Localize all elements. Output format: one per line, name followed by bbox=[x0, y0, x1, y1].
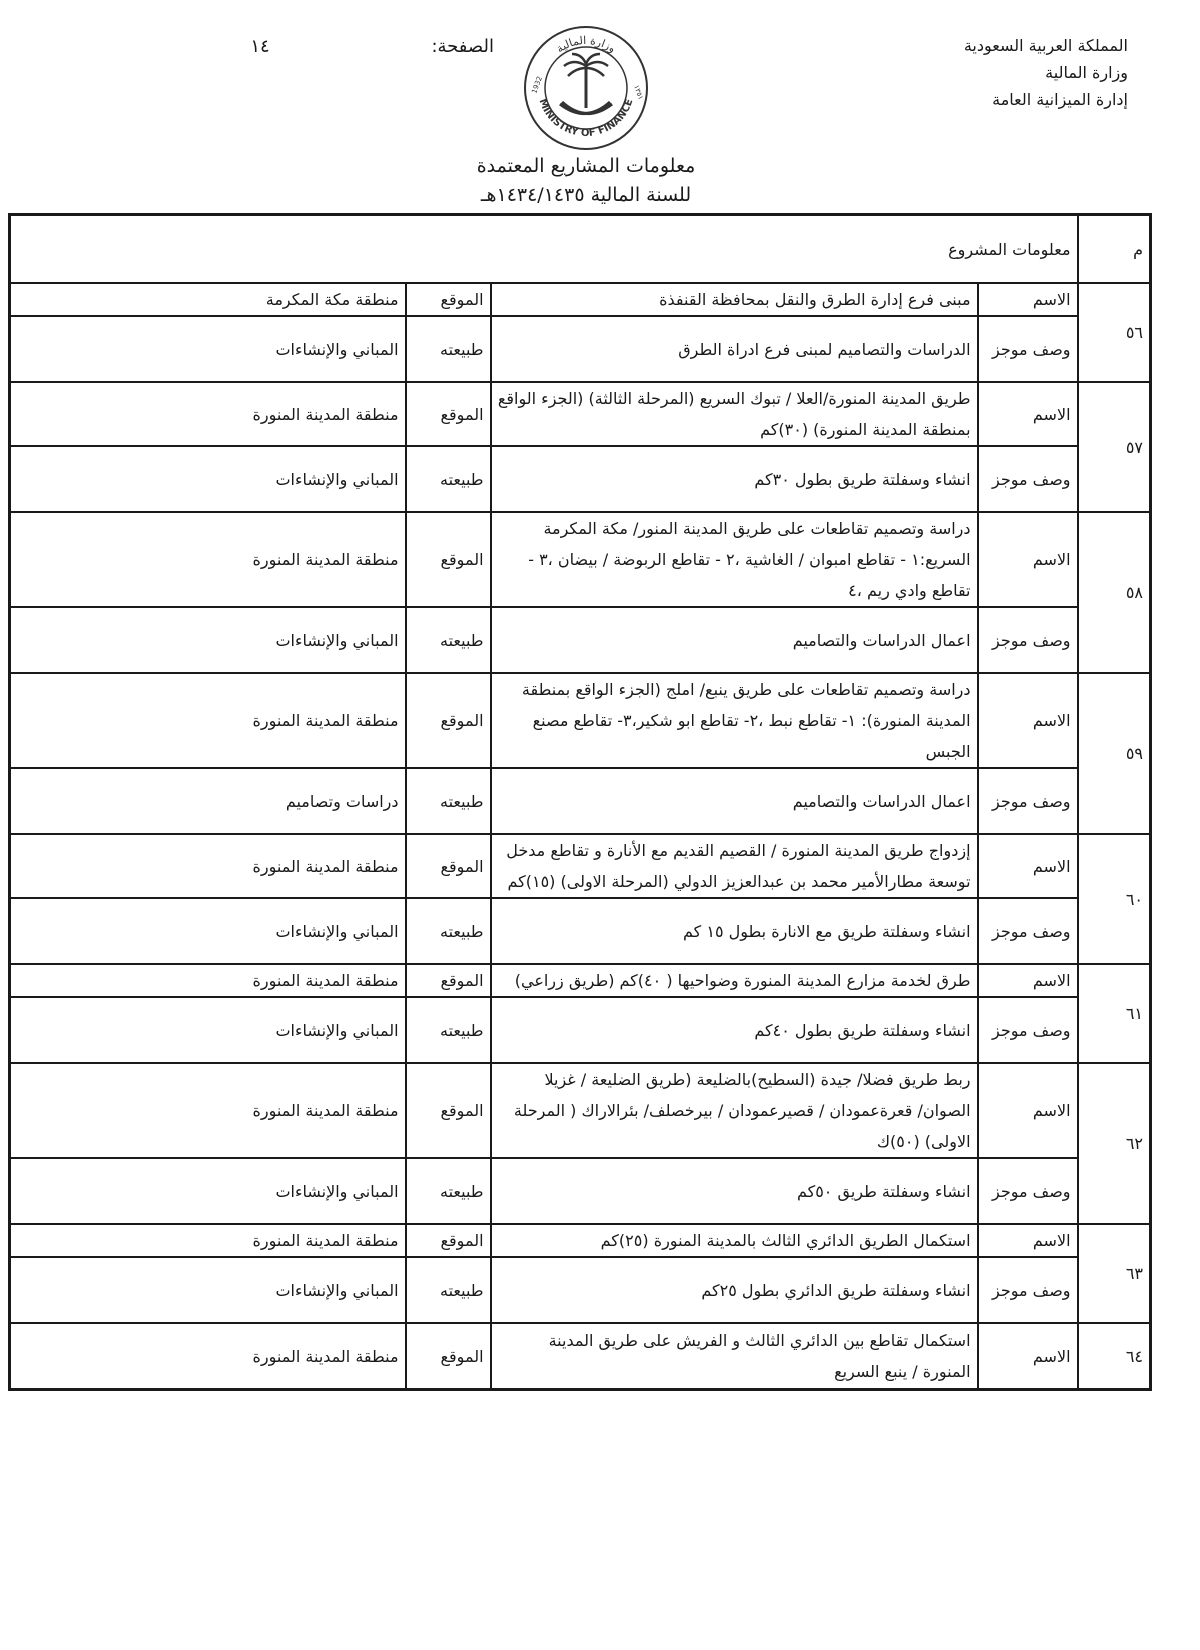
project-name: استكمال تقاطع بين الدائري الثالث و الفريش على طريق المدينة المنورة / ينبع السريع bbox=[491, 1323, 978, 1390]
column-header-number: م bbox=[1078, 215, 1151, 284]
project-name-row bbox=[10, 1323, 1151, 1390]
project-name-row bbox=[10, 834, 1151, 898]
project-name: مبنى فرع إدارة الطرق والنقل بمحافظة القنفذة bbox=[491, 283, 978, 316]
project-name: دراسة وتصميم تقاطعات على طريق المدينة المنور/ مكة المكرمة السريع:١ - تقاطع امبوان / الغاشية ،٢ - تقاطع الربوضة / بيضان ،٣ - تقاطع وادي ريم ،٤ bbox=[491, 512, 978, 607]
label-nature: طبيعته bbox=[406, 316, 491, 382]
project-name-row bbox=[10, 1224, 1151, 1257]
table-header-row bbox=[10, 215, 1151, 284]
logo-year-right: ١٣٥١ bbox=[632, 83, 645, 101]
project-location: منطقة المدينة المنورة bbox=[10, 382, 406, 446]
label-nature: طبيعته bbox=[406, 898, 491, 964]
project-desc: انشاء وسفلتة طريق الدائري بطول ٢٥كم bbox=[491, 1257, 978, 1323]
project-name-row bbox=[10, 512, 1151, 607]
label-nature: طبيعته bbox=[406, 1257, 491, 1323]
project-location: منطقة المدينة المنورة bbox=[10, 1063, 406, 1158]
document-title-block bbox=[380, 152, 792, 210]
project-nature: المباني والإنشاءات bbox=[10, 997, 406, 1063]
org-line-kingdom: المملكة العربية السعودية bbox=[963, 36, 1128, 55]
label-name: الاسم bbox=[978, 283, 1078, 316]
project-number: ٥٩ bbox=[1078, 673, 1151, 834]
project-desc: انشاء وسفلتة طريق بطول ٣٠كم bbox=[491, 446, 978, 512]
project-name-row bbox=[10, 382, 1151, 446]
label-location: الموقع bbox=[406, 834, 491, 898]
document-title: معلومات المشاريع المعتمدة bbox=[476, 155, 696, 177]
label-location: الموقع bbox=[406, 964, 491, 997]
label-name: الاسم bbox=[978, 964, 1078, 997]
label-name: الاسم bbox=[978, 673, 1078, 768]
logo-text-ar: وزارة المالية bbox=[553, 33, 619, 56]
label-desc: وصف موجز bbox=[978, 898, 1078, 964]
project-location: منطقة المدينة المنورة bbox=[10, 1323, 406, 1390]
page-label: الصفحة: bbox=[431, 36, 494, 57]
label-desc: وصف موجز bbox=[978, 1257, 1078, 1323]
project-desc: اعمال الدراسات والتصاميم bbox=[491, 607, 978, 673]
project-desc-row bbox=[10, 768, 1151, 834]
ministry-logo bbox=[522, 24, 650, 152]
org-line-department: إدارة الميزانية العامة bbox=[992, 90, 1128, 109]
label-desc: وصف موجز bbox=[978, 316, 1078, 382]
project-number: ٥٨ bbox=[1078, 512, 1151, 673]
label-location: الموقع bbox=[406, 1323, 491, 1390]
project-nature: المباني والإنشاءات bbox=[10, 1257, 406, 1323]
label-location: الموقع bbox=[406, 382, 491, 446]
project-name-row bbox=[10, 1063, 1151, 1158]
project-location: منطقة المدينة المنورة bbox=[10, 1224, 406, 1257]
label-desc: وصف موجز bbox=[978, 768, 1078, 834]
project-name-row bbox=[10, 964, 1151, 997]
label-nature: طبيعته bbox=[406, 768, 491, 834]
label-location: الموقع bbox=[406, 283, 491, 316]
project-desc-row bbox=[10, 316, 1151, 382]
projects-table bbox=[8, 213, 1152, 1391]
project-name: طريق المدينة المنورة/العلا / تبوك السريع (المرحلة الثالثة) (الجزء الواقع بمنطقة المدينة المنورة) (٣٠)كم bbox=[491, 382, 978, 446]
palm-swords-emblem bbox=[560, 54, 612, 114]
project-name: ربط طريق فضلا/ جيدة (السطيح)بالضليعة (طريق الضليعة / غزيلا الصوان/ قعرةعمودان / قصيرعمودان / بيرخصلف/ بئرالاراك ( المرحلة الاولى) (٥٠)ك bbox=[491, 1063, 978, 1158]
project-location: منطقة المدينة المنورة bbox=[10, 834, 406, 898]
project-location: منطقة المدينة المنورة bbox=[10, 673, 406, 768]
project-name-row bbox=[10, 283, 1151, 316]
label-nature: طبيعته bbox=[406, 1158, 491, 1224]
label-nature: طبيعته bbox=[406, 997, 491, 1063]
label-location: الموقع bbox=[406, 673, 491, 768]
project-location: منطقة المدينة المنورة bbox=[10, 964, 406, 997]
project-desc-row bbox=[10, 1158, 1151, 1224]
project-name: استكمال الطريق الدائري الثالث بالمدينة المنورة (٢٥)كم bbox=[491, 1224, 978, 1257]
label-desc: وصف موجز bbox=[978, 446, 1078, 512]
label-name: الاسم bbox=[978, 382, 1078, 446]
project-desc: انشاء وسفلتة طريق بطول ٤٠كم bbox=[491, 997, 978, 1063]
project-name: طرق لخدمة مزارع المدينة المنورة وضواحيها ( ٤٠)كم (طريق زراعي) bbox=[491, 964, 978, 997]
project-number: ٦٠ bbox=[1078, 834, 1151, 964]
project-nature: دراسات وتصاميم bbox=[10, 768, 406, 834]
label-nature: طبيعته bbox=[406, 446, 491, 512]
project-name: دراسة وتصميم تقاطعات على طريق ينبع/ املج (الجزء الواقع بمنطقة المدينة المنورة): ١- تقاطع نبط ،٢- تقاطع ابو شكير،٣- تقاطع مصنع الجبس bbox=[491, 673, 978, 768]
project-desc-row bbox=[10, 997, 1151, 1063]
project-name: إزدواج طريق المدينة المنورة / القصيم القديم مع الأنارة و تقاطع مدخل توسعة مطارالأمير محمد بن عبدالعزيز الدولي (المرحلة الاولى) (١٥)كم bbox=[491, 834, 978, 898]
project-desc-row bbox=[10, 1257, 1151, 1323]
project-number: ٦٢ bbox=[1078, 1063, 1151, 1224]
label-name: الاسم bbox=[978, 1224, 1078, 1257]
project-desc-row bbox=[10, 898, 1151, 964]
project-name-row bbox=[10, 673, 1151, 768]
project-location: منطقة المدينة المنورة bbox=[10, 512, 406, 607]
label-desc: وصف موجز bbox=[978, 997, 1078, 1063]
label-location: الموقع bbox=[406, 512, 491, 607]
logo-year-left: 1932 bbox=[530, 75, 544, 95]
project-desc: اعمال الدراسات والتصاميم bbox=[491, 768, 978, 834]
project-nature: المباني والإنشاءات bbox=[10, 316, 406, 382]
document-subtitle: للسنة المالية ١٤٣٤/١٤٣٥هـ bbox=[480, 184, 692, 206]
project-number: ٦١ bbox=[1078, 964, 1151, 1063]
label-desc: وصف موجز bbox=[978, 607, 1078, 673]
project-location: منطقة مكة المكرمة bbox=[10, 283, 406, 316]
project-desc-row bbox=[10, 607, 1151, 673]
project-number: ٥٧ bbox=[1078, 382, 1151, 512]
label-location: الموقع bbox=[406, 1063, 491, 1158]
project-number: ٦٣ bbox=[1078, 1224, 1151, 1323]
page-number: ١٤ bbox=[250, 36, 270, 57]
project-desc-row bbox=[10, 446, 1151, 512]
project-nature: المباني والإنشاءات bbox=[10, 1158, 406, 1224]
project-number: ٦٤ bbox=[1078, 1323, 1151, 1390]
project-nature: المباني والإنشاءات bbox=[10, 898, 406, 964]
label-name: الاسم bbox=[978, 1323, 1078, 1390]
label-name: الاسم bbox=[978, 834, 1078, 898]
label-desc: وصف موجز bbox=[978, 1158, 1078, 1224]
label-name: الاسم bbox=[978, 1063, 1078, 1158]
project-desc: انشاء وسفلتة طريق مع الانارة بطول ١٥ كم bbox=[491, 898, 978, 964]
project-desc: انشاء وسفلتة طريق ٥٠كم bbox=[491, 1158, 978, 1224]
logo-text-en: MINISTRY OF FINANCE bbox=[536, 97, 636, 140]
label-nature: طبيعته bbox=[406, 607, 491, 673]
project-desc: الدراسات والتصاميم لمبنى فرع ادراة الطرق bbox=[491, 316, 978, 382]
project-number: ٥٦ bbox=[1078, 283, 1151, 382]
organization-header bbox=[964, 32, 1128, 113]
project-nature: المباني والإنشاءات bbox=[10, 607, 406, 673]
project-nature: المباني والإنشاءات bbox=[10, 446, 406, 512]
org-line-ministry: وزارة المالية bbox=[1045, 63, 1128, 82]
column-header-project-info: معلومات المشروع bbox=[10, 215, 1078, 284]
label-location: الموقع bbox=[406, 1224, 491, 1257]
label-name: الاسم bbox=[978, 512, 1078, 607]
